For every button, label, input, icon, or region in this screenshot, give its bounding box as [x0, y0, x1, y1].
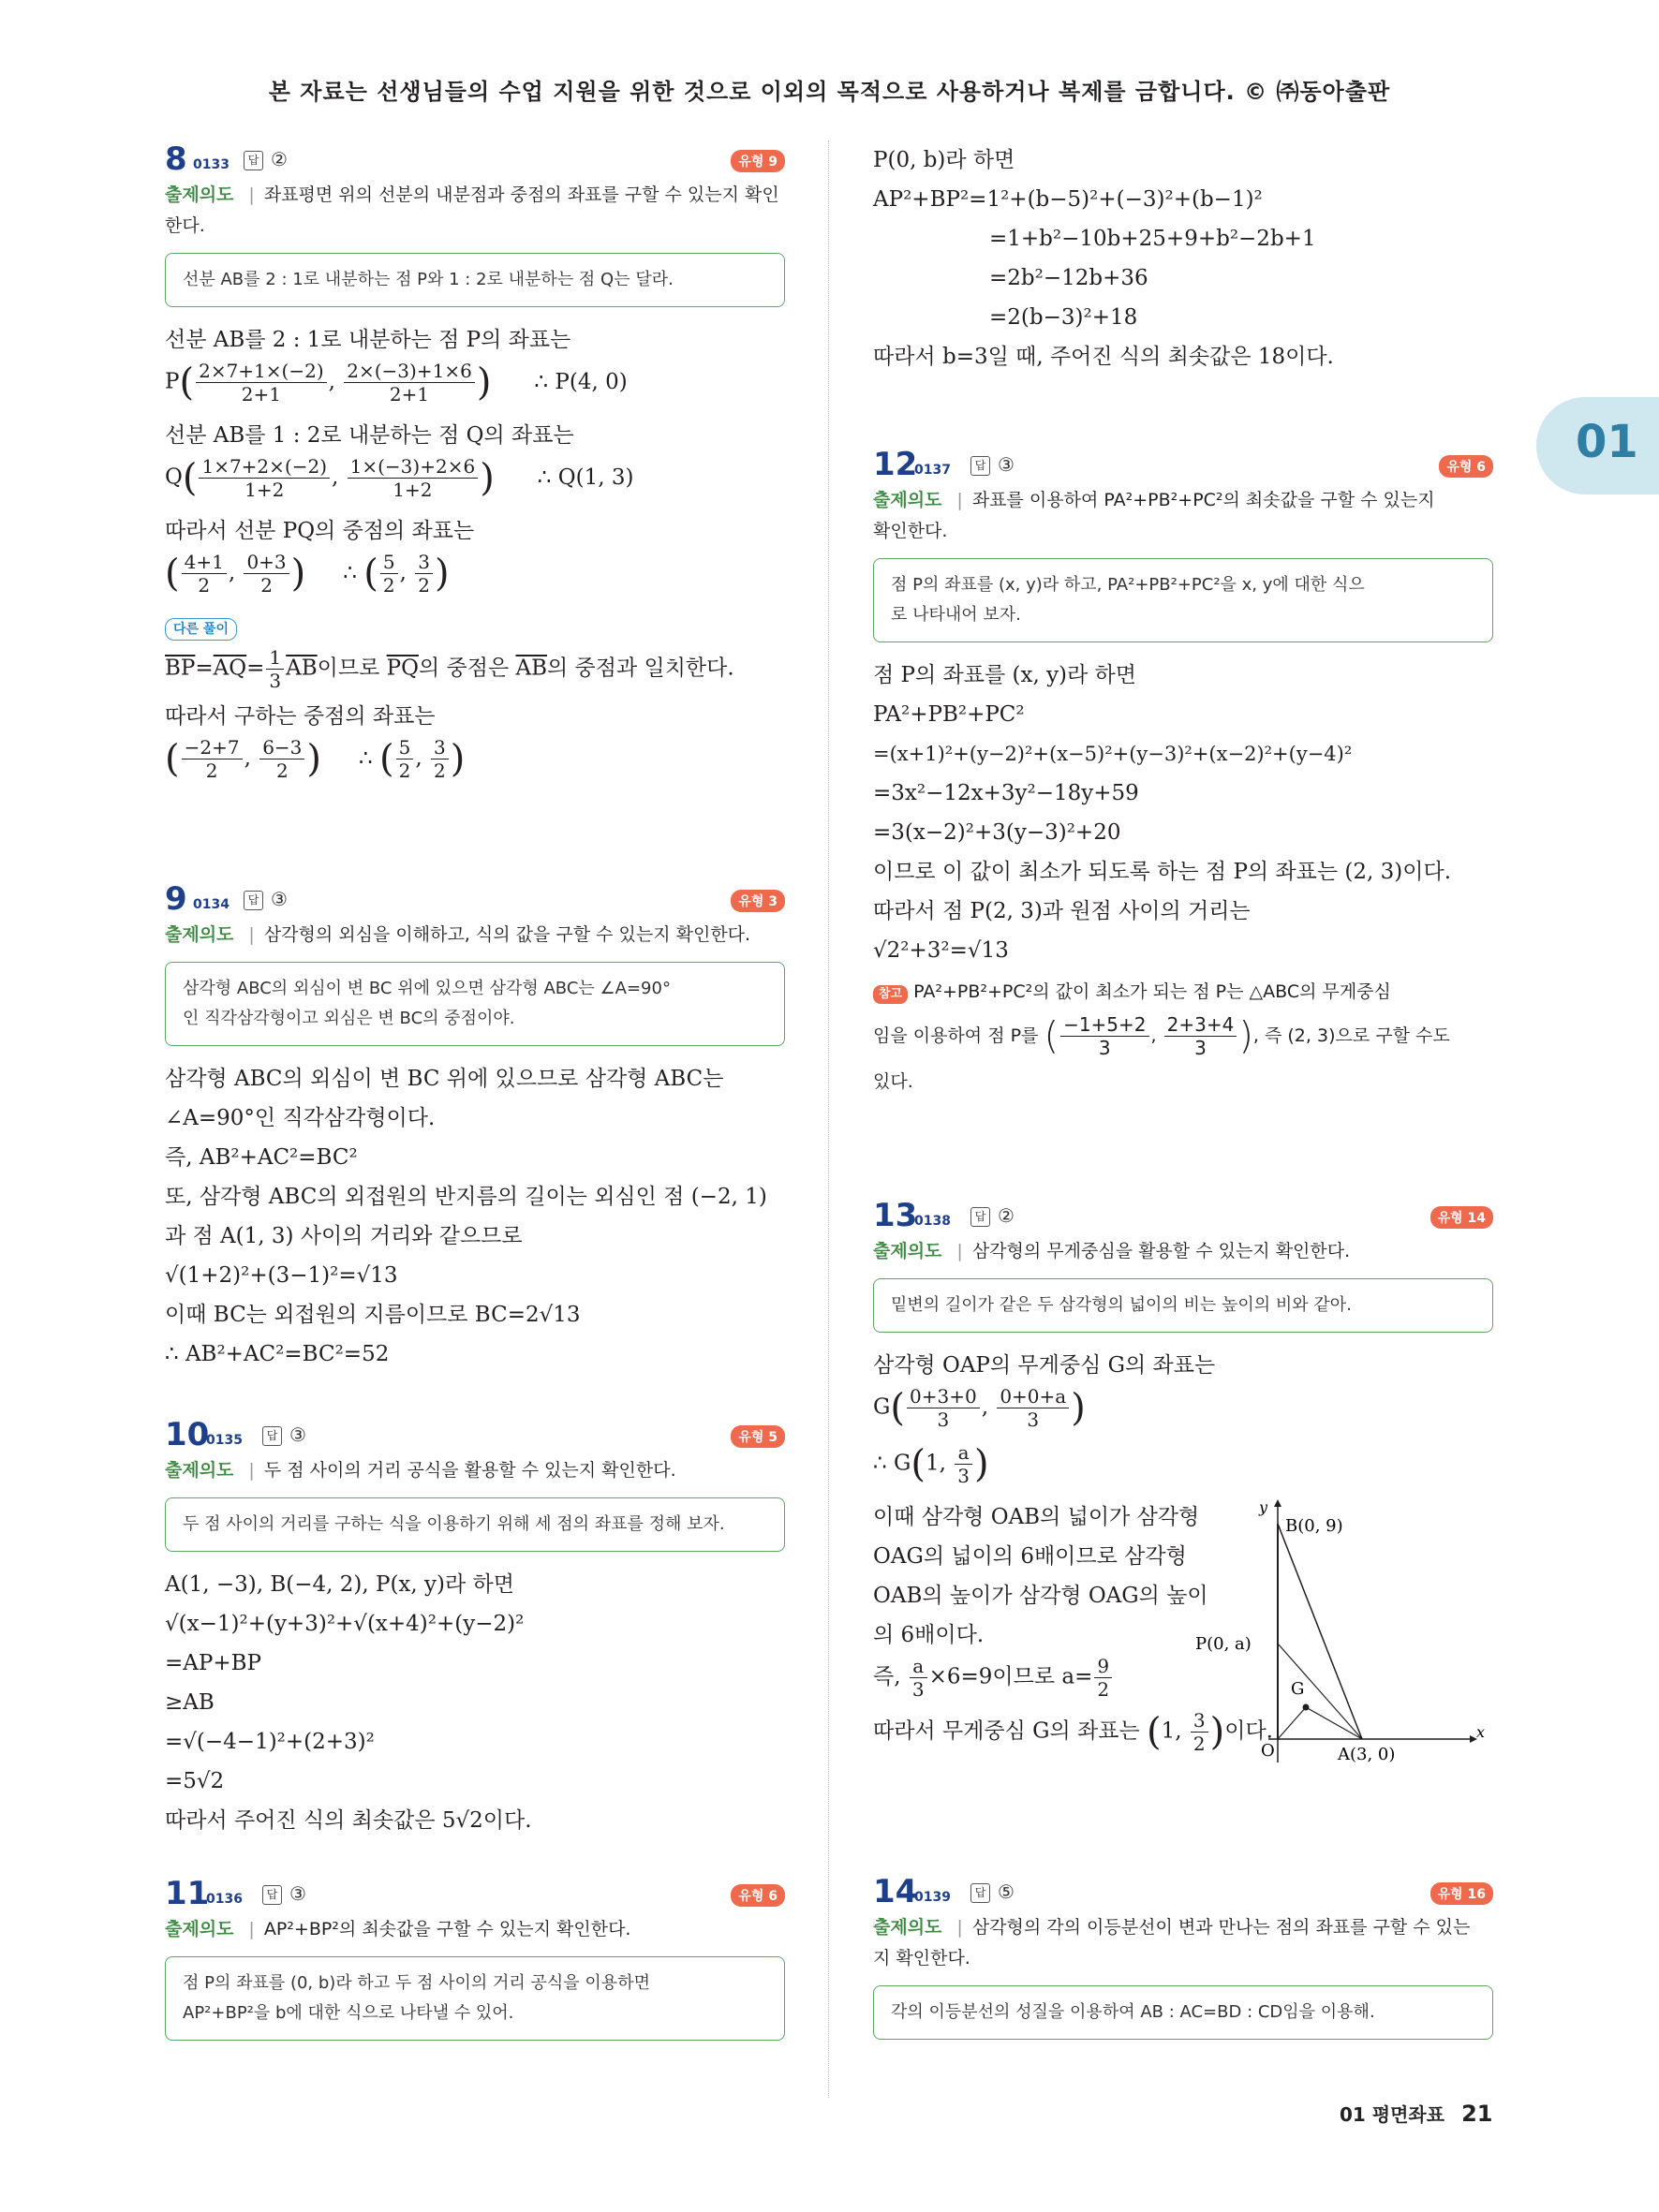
- answer: [262, 1423, 306, 1446]
- point-B-label: B(0, 9): [1285, 1516, 1343, 1536]
- hint-box: 두 점 사이의 거리를 구하는 식을 이용하기 위해 세 점의 좌표를 정해 보자.: [165, 1497, 785, 1552]
- other-solution-badge: 다른 풀이: [165, 618, 237, 641]
- intent-label: 출제의도: [165, 1460, 234, 1481]
- solution-line: P(0, b)라 하면: [873, 148, 1015, 172]
- intent-label: 출제의도: [873, 490, 942, 510]
- segment-GA: [1306, 1707, 1362, 1739]
- solution-line: PA²+PB²+PC²: [873, 702, 1025, 727]
- y-axis-arrow-icon: [1274, 1499, 1281, 1507]
- solution-line: P( $\frac{2\times 7+1\times(-2)}{2+1}$ , $\frac{2\times(-3)+1\times 6}{2+1}$ ) ∴ P(4, 0): [165, 360, 628, 406]
- problem-code: 0139: [914, 1890, 951, 1905]
- problem-code: 0135: [206, 1433, 243, 1448]
- intent-text: 삼각형의 외심을 이해하고, 식의 값을 구할 수 있는지 확인한다.: [263, 924, 751, 945]
- solution-line: 선분 AB를 1 : 2로 내분하는 점 Q의 좌표는: [165, 423, 574, 448]
- chapter-tab: [1536, 397, 1659, 494]
- copyright-notice: 본 자료는 선생님들의 수업 지원을 위한 것으로 이외의 목적으로 사용하거나 복제를 금합니다. © ㈜동아출판: [268, 79, 1391, 105]
- solution-line: 따라서 점 P(2, 3)과 원점 사이의 거리는: [873, 899, 1251, 923]
- problem-number: 8: [165, 140, 187, 178]
- intent-text: 확인한다.: [873, 521, 948, 541]
- hint-box: 각의 이등분선의 성질을 이용하여 AB : AC=BD : CD임을 이용해.: [873, 1985, 1493, 2040]
- note-text: PA²+PB²+PC²의 값이 최소가 되는 점 P는 △ABC의 무게중심: [913, 981, 1391, 1002]
- segment-BA: [1278, 1524, 1362, 1739]
- problem-13: 13 0138 답 ② 유형 14 출제의도 | 삼각형의 무게중심을 활용할 수 있는지 확인한다. 밑변의 길이가 같은 두 삼각형의 넓이의 비는 높이의 비와 같아. 삼각형 OAP의 무게중심 G의 좌표는 G( $\frac{0+3+0}{3}$ , $\frac{0+0+a}{3}$ ) ∴ G(1, $\frac{a}{3}$ ) 이때 삼각형 OAB의 넓이가 삼각형 OAG의 넓이의 6배이므로 삼각형 OAB의 높이가 삼각형 OAG의 높이 의 6배이다. 즉, $\frac{a}{3}$ ×6=9이므로 a= $\frac{9}{2}$ 따라서 무게중심 G의 좌표는 (1, $\frac{3}{2}$ )이다. y x O B(0, 9) P(0, a) G A(3, 0): [873, 1197, 1493, 1765]
- solution-line: =5√2: [165, 1769, 225, 1793]
- solution-line: =2b²−12b+36: [989, 266, 1148, 290]
- solution: [873, 656, 1493, 970]
- solution-line: =1+b²−10b+25+9+b²−2b+1: [989, 227, 1316, 251]
- point-G-label: G: [1291, 1679, 1305, 1699]
- chapter-number: 01: [1576, 416, 1638, 468]
- answer-value: ③: [271, 888, 288, 910]
- solution-line: √2²+3²=√13: [873, 938, 1009, 963]
- hint-box: 점 P의 좌표를 (x, y)라 하고, PA²+PB²+PC²을 x, y에 대한 식으 로 나타내어 보자.: [873, 558, 1493, 642]
- solution-line: =3(x−2)²+3(y−3)²+20: [873, 820, 1121, 845]
- answer-value: ③: [998, 453, 1015, 476]
- problem-number: 9: [165, 880, 187, 918]
- intent-text: 삼각형의 무게중심을 활용할 수 있는지 확인한다.: [971, 1241, 1351, 1261]
- problem-code: 0136: [206, 1892, 243, 1907]
- hint-box: 밑변의 길이가 같은 두 삼각형의 넓이의 비는 높이의 비와 같아.: [873, 1278, 1493, 1333]
- solution-line: ∴ G(1, $\frac{a}{3}$ ): [873, 1441, 989, 1487]
- solution-line: 따라서 b=3일 때, 주어진 식의 최솟값은 18이다.: [873, 345, 1334, 369]
- coordinate-graph: [1195, 1496, 1486, 1767]
- answer-mark-icon: 답: [244, 151, 263, 170]
- solution: [165, 320, 785, 792]
- solution: [873, 1346, 1493, 1765]
- note-text: 있다.: [873, 1071, 913, 1092]
- problem-number: 12: [873, 446, 918, 483]
- answer-mark-icon: 답: [262, 1885, 282, 1905]
- solution-line: =AP+BP: [165, 1651, 262, 1675]
- intent-text: 삼각형의 각의 이등분선이 변과 만나는 점의 좌표를 구할 수 있는: [971, 1917, 1471, 1938]
- problem-code: 0138: [914, 1214, 951, 1229]
- problem-14: 14 0139 답 ⑤ 유형 16 출제의도 | 삼각형의 각의 이등분선이 변과 만나는 점의 좌표를 구할 수 있는 지 확인한다. 각의 이등분선의 성질을 이용하여 AB : AC=BD : CD임을 이용해.: [873, 1873, 1493, 2053]
- page-number: 21: [1461, 2101, 1493, 2127]
- type-badge: 유형 9: [731, 150, 785, 172]
- intent-label: 출제의도: [165, 184, 234, 205]
- intent-text: 좌표평면 위의 선분의 내분점과 중점의 좌표를 구할 수 있는지 확인한다.: [165, 184, 779, 236]
- solution-line: G( $\frac{0+3+0}{3}$ , $\frac{0+0+a}{3}$ ): [873, 1385, 1086, 1431]
- problem-9: 9 0134 답 ③ 유형 3 출제의도 | 삼각형의 외심을 이해하고, 식의 값을 구할 수 있는지 확인한다. 삼각형 ABC의 외심이 변 BC 위에 있으면 삼각형 ABC는 ∠A=90° 인 직각삼각형이고 외심은 변 BC의 중점이야. 삼각형 ABC의 외심이 변 BC 위에 있으므로 삼각형 ABC는 ∠A=90°인 직각삼각형이다. 즉, AB²+AC²=BC² 또, 삼각형 ABC의 외접원의 반지름의 길이는 외심인 점 (−2, 1) 과 점 A(1, 3) 사이의 거리와 같으므로 √(1+2)²+(3−1)²=√13 이때 BC는 외접원의 지름이므로 BC=2√13 ∴ AB²+AC²=BC²=52: [165, 880, 785, 1374]
- intent-label: 출제의도: [165, 1919, 234, 1939]
- intent-label: 출제의도: [165, 924, 234, 945]
- answer-value: ③: [289, 1882, 306, 1905]
- solution-line: =(x+1)²+(y−2)²+(x−5)²+(y−3)²+(x−2)²+(y−4)²: [873, 743, 1353, 765]
- note-badge: 참고: [873, 985, 908, 1004]
- problem-number: 10: [165, 1416, 210, 1453]
- answer: [244, 888, 288, 910]
- solution-line: 점 P의 좌표를 (x, y)라 하면: [873, 663, 1136, 687]
- solution-line: 따라서 선분 PQ의 중점의 좌표는: [165, 519, 475, 543]
- answer-value: ⑤: [998, 1880, 1015, 1903]
- type-badge: 유형 3: [731, 890, 785, 912]
- answer-mark-icon: 답: [244, 891, 263, 910]
- solution-line: 과 점 A(1, 3) 사이의 거리와 같으므로: [165, 1224, 523, 1248]
- solution-line: ≥AB: [165, 1690, 215, 1715]
- solution-line: Q( $\frac{1\times 7+2\times(-2)}{1+2}$ , $\frac{1\times(-3)+2\times 6}{1+2}$ ) ∴ Q(1, 3): [165, 455, 634, 501]
- type-badge: 유형 6: [731, 1884, 785, 1907]
- other-solution-line: 따라서 구하는 중점의 좌표는: [165, 704, 436, 729]
- other-solution-line: ( $\frac{-2+7}{2}$ , $\frac{6-3}{2}$ ) ∴ ( $\frac{5}{2}$ , $\frac{3}{2}$ ): [165, 736, 466, 782]
- intent-label: 출제의도: [873, 1241, 942, 1261]
- problem-number: 14: [873, 1873, 918, 1910]
- type-badge: 유형 16: [1430, 1882, 1493, 1905]
- segment-GO: [1278, 1707, 1306, 1739]
- solution-line: 즉, $\frac{a}{3}$ ×6=9이므로 a= $\frac{9}{2}$: [873, 1655, 1493, 1709]
- intent-text: 지 확인한다.: [873, 1948, 970, 1969]
- solution-line: =√(−4−1)²+(2+3)²: [165, 1730, 375, 1754]
- intent-label: 출제의도: [873, 1917, 942, 1938]
- solution: [165, 1565, 785, 1840]
- answer-value: ②: [998, 1204, 1015, 1227]
- solution-line: √(x−1)²+(y+3)²+√(x+4)²+(y−2)²: [165, 1612, 525, 1636]
- solution-line: 삼각형 OAP의 무게중심 G의 좌표는: [873, 1353, 1216, 1378]
- y-axis-label: y: [1259, 1498, 1268, 1516]
- hint-box: 삼각형 ABC의 외심이 변 BC 위에 있으면 삼각형 ABC는 ∠A=90° 인 직각삼각형이고 외심은 변 BC의 중점이야.: [165, 962, 785, 1046]
- section-title: 01 평면좌표: [1340, 2103, 1445, 2126]
- solution-line: 의 6배이다.: [873, 1623, 985, 1647]
- solution-line: 즉, AB²+AC²=BC²: [165, 1145, 358, 1170]
- solution-line: 이때 삼각형 OAB의 넓이가 삼각형: [873, 1505, 1200, 1529]
- answer-value: ②: [271, 148, 288, 170]
- hint-box: 선분 AB를 2 : 1로 내분하는 점 P와 1 : 2로 내분하는 점 Q는 달라.: [165, 253, 785, 307]
- solution-line: ∠A=90°인 직각삼각형이다.: [165, 1106, 436, 1130]
- type-badge: 유형 14: [1430, 1206, 1493, 1229]
- answer-value: ③: [289, 1423, 306, 1446]
- page-footer: [1340, 2100, 1492, 2127]
- answer: [262, 1882, 306, 1905]
- problem-12: 12 0137 답 ③ 유형 6 출제의도 | 좌표를 이용하여 PA²+PB²+PC²의 최솟값을 구할 수 있는지 확인한다. 점 P의 좌표를 (x, y)라 하고, PA²+PB²+PC²을 x, y에 대한 식으 로 나타내어 보자. 점 P의 좌표를 (x, y)라 하면 PA²+PB²+PC² =(x+1)²+(y−2)²+(x−5)²+(y−3)²+(x−2)²+(y−4)² =3x²−12x+3y²−18y+59 =3(x−2)²+3(y−3)²+20 이므로 이 값이 최소가 되도록 하는 점 P의 좌표는 (2, 3)이다. 따라서 점 P(2, 3)과 원점 사이의 거리는 √2²+3²=√13 참고 PA²+PB²+PC²의 값이 최소가 되는 점 P는 △ABC의 무게중심 임을 이용하여 점 P를 ( $\frac{-1+5+2}{3}$ , $\frac{2+3+4}{3}$ ), 즉 (2, 3)으로 구할 수도 있다.: [873, 446, 1493, 1103]
- x-axis-label: x: [1476, 1723, 1486, 1741]
- solution-line: 따라서 무게중심 G의 좌표는 (1, $\frac{3}{2}$ )이다.: [873, 1709, 1273, 1755]
- centroid-point: [1303, 1704, 1310, 1711]
- solution: [165, 1059, 785, 1374]
- problem-code: 0137: [914, 463, 951, 478]
- problem-number: 11: [165, 1875, 210, 1912]
- other-solution-line: $\overline{BP}=\overline{AQ}=$ $\frac{1}{3}$ $\overline{AB}$이므로 $\overline{PQ}$의 중점은 $\overline{AB}$의 중점과 일치한다.: [165, 646, 734, 692]
- point-P-label: P(0, a): [1195, 1634, 1252, 1654]
- intent-text: AP²+BP²의 최솟값을 구할 수 있는지 확인한다.: [263, 1919, 631, 1939]
- answer: [970, 1204, 1015, 1227]
- answer: [970, 453, 1015, 476]
- problem-code: 0133: [193, 157, 230, 172]
- solution-line: ∴ AB²+AC²=BC²=52: [165, 1342, 390, 1366]
- problem-code: 0134: [193, 897, 230, 912]
- problem-11: 11 0136 답 ③ 유형 6 출제의도 | AP²+BP²의 최솟값을 구할 수 있는지 확인한다. 점 P의 좌표를 (0, b)라 하고 두 점 사이의 거리 공식을 이용하면 AP²+BP²을 b에 대한 식으로 나타낼 수 있어.: [165, 1875, 785, 2054]
- solution-line: AP²+BP²=1²+(b−5)²+(−3)²+(b−1)²: [873, 187, 1263, 212]
- answer-mark-icon: 답: [262, 1426, 282, 1446]
- problem-8: 8 0133 답 ② 유형 9 출제의도 | 좌표평면 위의 선분의 내분점과 중점의 좌표를 구할 수 있는지 확인한다. 선분 AB를 2 : 1로 내분하는 점 P와 1 : 2로 내분하는 점 Q는 달라. 선분 AB를 2 : 1로 내분하는 점 P의 좌표는 P( $\frac{2\times 7+1\times(-2)}{2+1}$ , $\frac{2\times(-3)+1\times 6}{2+1}$ ) ∴ P(4, 0) 선분 AB를 1 : 2로 내분하는 점 Q의 좌표는 Q( $\frac{1\times 7+2\times(-2)}{1+2}$ , $\frac{1\times(-3)+2\times 6}{1+2}$ ) ∴ Q(1, 3) 따라서 선분 PQ의 중점의 좌표는 ( $\frac{4+1}{2}$ , $\frac{0+3}{2}$ ) ∴ ( $\frac{5}{2}$ , $\frac{3}{2}$ ) 다른 풀이 $\overline{BP}=\overline{AQ}=$ $\frac{1}{3}$ $\overline{AB}$이므로 $\overline{PQ}$의 중점은 $\overline{AB}$의 중점과 일치한다. 따라서 구하는 중점의 좌표는 ( $\frac{-2+7}{2}$ , $\frac{6-3}{2}$ ) ∴ ( $\frac{5}{2}$ , $\frac{3}{2}$ ): [165, 140, 785, 792]
- solution-line: √(1+2)²+(3−1)²=√13: [165, 1263, 398, 1288]
- solution-line: OAB의 높이가 삼각형 OAG의 높이: [873, 1584, 1208, 1608]
- type-badge: 유형 6: [1439, 455, 1493, 478]
- solution-line: 또, 삼각형 ABC의 외접원의 반지름의 길이는 외심인 점 (−2, 1): [165, 1185, 767, 1209]
- solution-line: =2(b−3)²+18: [989, 305, 1138, 330]
- solution-line: A(1, −3), B(−4, 2), P(x, y)라 하면: [165, 1572, 514, 1597]
- answer: [970, 1880, 1015, 1903]
- solution-line: 선분 AB를 2 : 1로 내분하는 점 P의 좌표는: [165, 328, 571, 352]
- solution-line: 삼각형 ABC의 외심이 변 BC 위에 있으므로 삼각형 ABC는: [165, 1067, 724, 1091]
- answer: [244, 148, 288, 170]
- point-A-label: A(3, 0): [1338, 1745, 1396, 1764]
- problem-10: 10 0135 답 ③ 유형 5 출제의도 | 두 점 사이의 거리 공식을 활용할 수 있는지 확인한다. 두 점 사이의 거리를 구하는 식을 이용하기 위해 세 점의 좌표를 정해 보자. A(1, −3), B(−4, 2), P(x, y)라 하면 √(x−1)²+(y+3)²+√(x+4)²+(y−2)² =AP+BP ≥AB =√(−4−1)²+(2+3)² =5√2 따라서 주어진 식의 최솟값은 5√2이다.: [165, 1416, 785, 1840]
- origin-label: O: [1261, 1741, 1275, 1761]
- problem-number: 13: [873, 1197, 918, 1234]
- hint-box: 점 P의 좌표를 (0, b)라 하고 두 점 사이의 거리 공식을 이용하면 AP²+BP²을 b에 대한 식으로 나타낼 수 있어.: [165, 1956, 785, 2041]
- answer-mark-icon: 답: [970, 456, 990, 476]
- column-divider: [828, 140, 829, 2098]
- solution-line: 이므로 이 값이 최소가 되도록 하는 점 P의 좌표는 (2, 3)이다.: [873, 860, 1451, 884]
- problem-11-continued: [873, 140, 1493, 376]
- solution-line: OAG의 넓이의 6배이므로 삼각형: [873, 1544, 1187, 1569]
- solution-line: =3x²−12x+3y²−18y+59: [873, 781, 1139, 805]
- answer-mark-icon: 답: [970, 1883, 990, 1903]
- note: 참고 PA²+PB²+PC²의 값이 최소가 되는 점 P는 △ABC의 무게중심 임을 이용하여 점 P를 ( $\frac{-1+5+2}{3}$ , $\frac{2+3+4}{3}$ ), 즉 (2, 3)으로 구할 수도 있다.: [873, 970, 1493, 1103]
- solution-line: 이때 BC는 외접원의 지름이므로 BC=2√13: [165, 1303, 581, 1327]
- intent-text: 좌표를 이용하여 PA²+PB²+PC²의 최솟값을 구할 수 있는지: [971, 490, 1435, 510]
- intent-text: 두 점 사이의 거리 공식을 활용할 수 있는지 확인한다.: [263, 1460, 676, 1481]
- type-badge: 유형 5: [731, 1425, 785, 1448]
- answer-mark-icon: 답: [970, 1207, 990, 1227]
- solution-line: 따라서 주어진 식의 최솟값은 5√2이다.: [165, 1808, 532, 1833]
- solution-line: ( $\frac{4+1}{2}$ , $\frac{0+3}{2}$ ) ∴ ( $\frac{5}{2}$ , $\frac{3}{2}$ ): [165, 551, 450, 597]
